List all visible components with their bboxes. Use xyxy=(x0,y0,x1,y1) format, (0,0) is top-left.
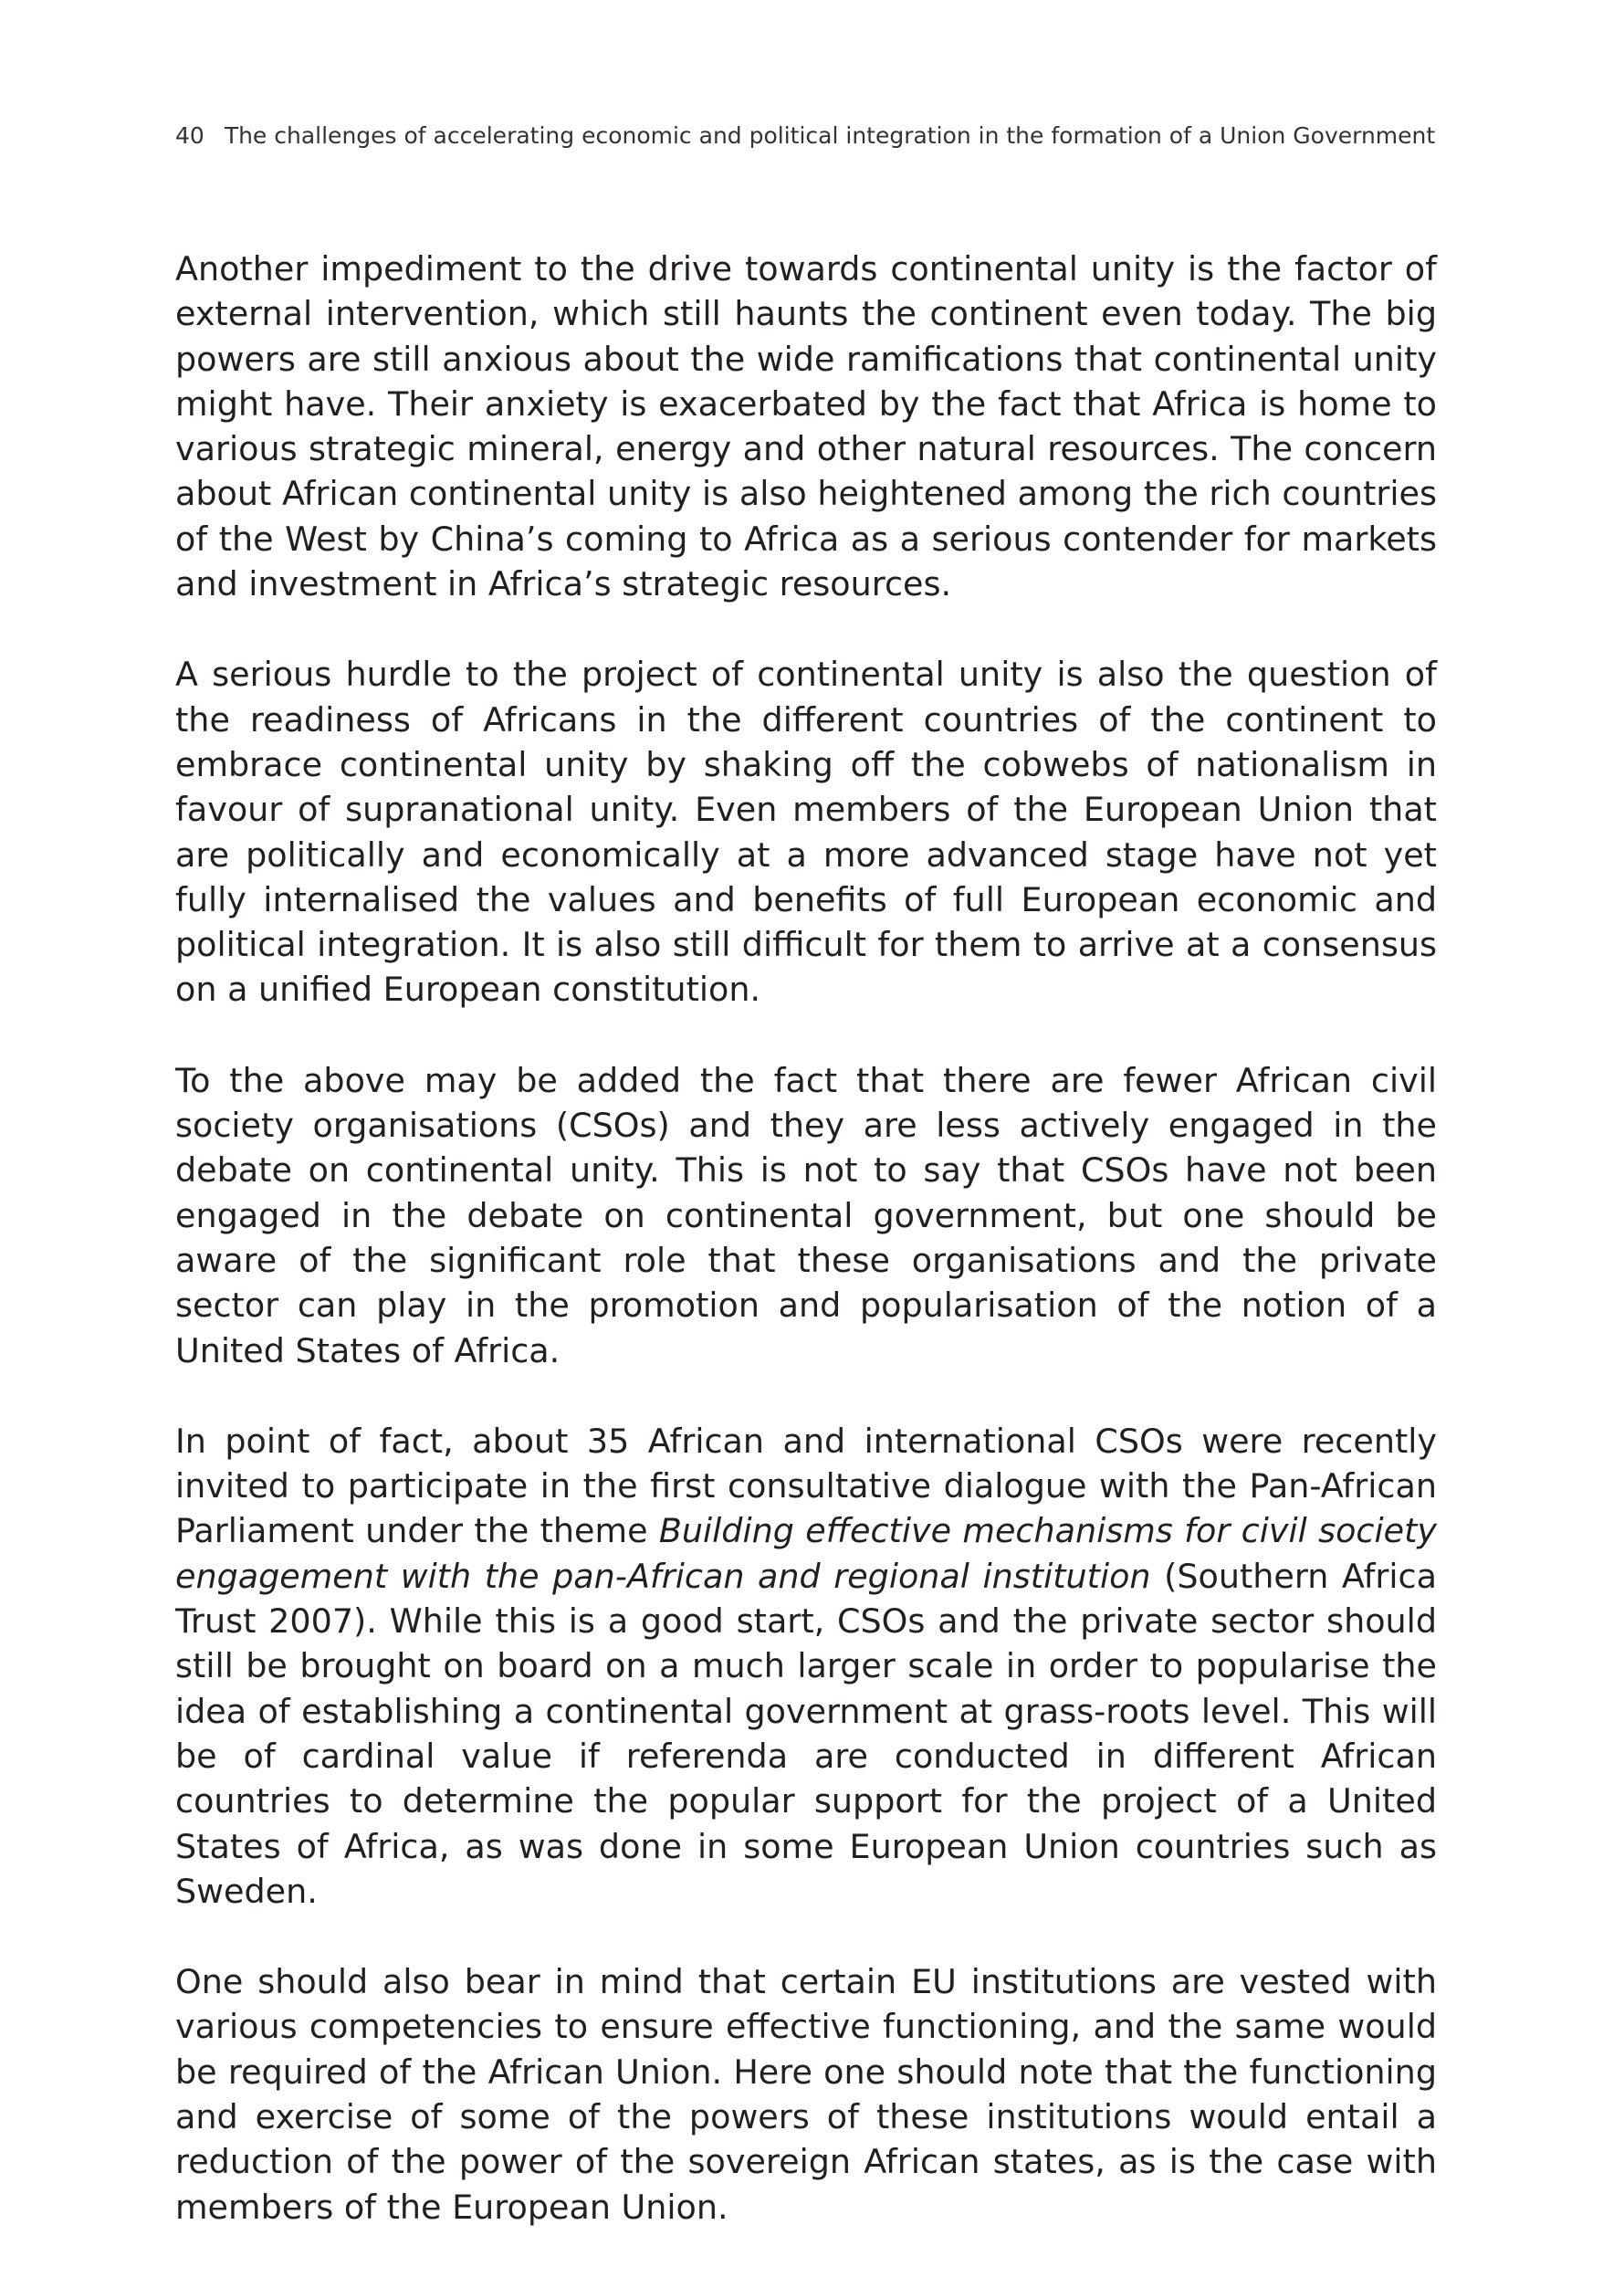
body-text xyxy=(175,247,1437,2275)
page-number: 40 xyxy=(175,122,204,149)
paragraph-eu-institutions: One should also bear in mind that certain EU institutions are vested with various competencies to ensure effective functioning, and the same would be required of the African Union. Here one should note that the functioning and exercise of some of the powers of these institutions would entail a reduction of the power of the sovereign African states, as is the case with members of the European Union. xyxy=(175,1962,1437,2227)
paragraph-external-intervention: Another impediment to the drive towards continental unity is the factor of external intervention, which still haunts the continent even today. The big powers are still anxious about the wide ramifications that continental unity might have. Their anxiety is exacerbated by the fact that Africa is home to various strategic mineral, energy and other natural resources. The concern about African continental unity is also heightened among the rich countries of the West by China’s coming to Africa as a serious contender for markets and investment in Africa’s strategic resources. xyxy=(175,249,1437,604)
paragraph-civil-society: To the above may be added the fact that there are fewer African civil society organisations (CSOs) and they are less actively engaged in the debate on continental unity. This is not to say that CSOs have not been engaged in the debate on continental government, but one should be aware of the significant role that these organisations and the private sector can play in the promotion and popularisation of the notion of a United States of Africa. xyxy=(175,1060,1437,1370)
italic-theme-title: Building effective mechanisms for civil society engagement with the pan-African and regional institution xyxy=(175,1511,1437,1596)
paragraph-consultative-dialogue xyxy=(175,1419,1437,1914)
paragraph-text: In point of fact, about 35 African and international CSOs were recently invited to participate in the first consultative dialogue with the Pan-African Parliament under the theme xyxy=(175,1421,1437,1551)
paragraph-text: (Southern Africa Trust 2007). While this is a good start, CSOs and the private sector should still be brought on board on a much larger scale in order to popularise the idea of establishing a continental government at grass-roots level. This will be of cardinal value if referenda are conducted in different African countries to determine the popular support for the project of a United States of Africa, as was done in some European Union countries such as Sweden. xyxy=(175,1556,1437,1911)
running-title: The challenges of accelerating economic and political integration in the formation of a Union Government xyxy=(224,122,1436,149)
paragraph-readiness-of-africans: A serious hurdle to the project of continental unity is also the question of the readiness of Africans in the different countries of the continent to embrace continental unity by shaking off the cobwebs of nationalism in favour of supranational unity. Even members of the European Union that are politically and economically at a more advanced stage have not yet fully internalised the values and benefits of full European economic and political integration. It is also still difficult for them to arrive at a consensus on a unified European constitution. xyxy=(175,655,1437,1010)
running-header xyxy=(175,121,1453,152)
